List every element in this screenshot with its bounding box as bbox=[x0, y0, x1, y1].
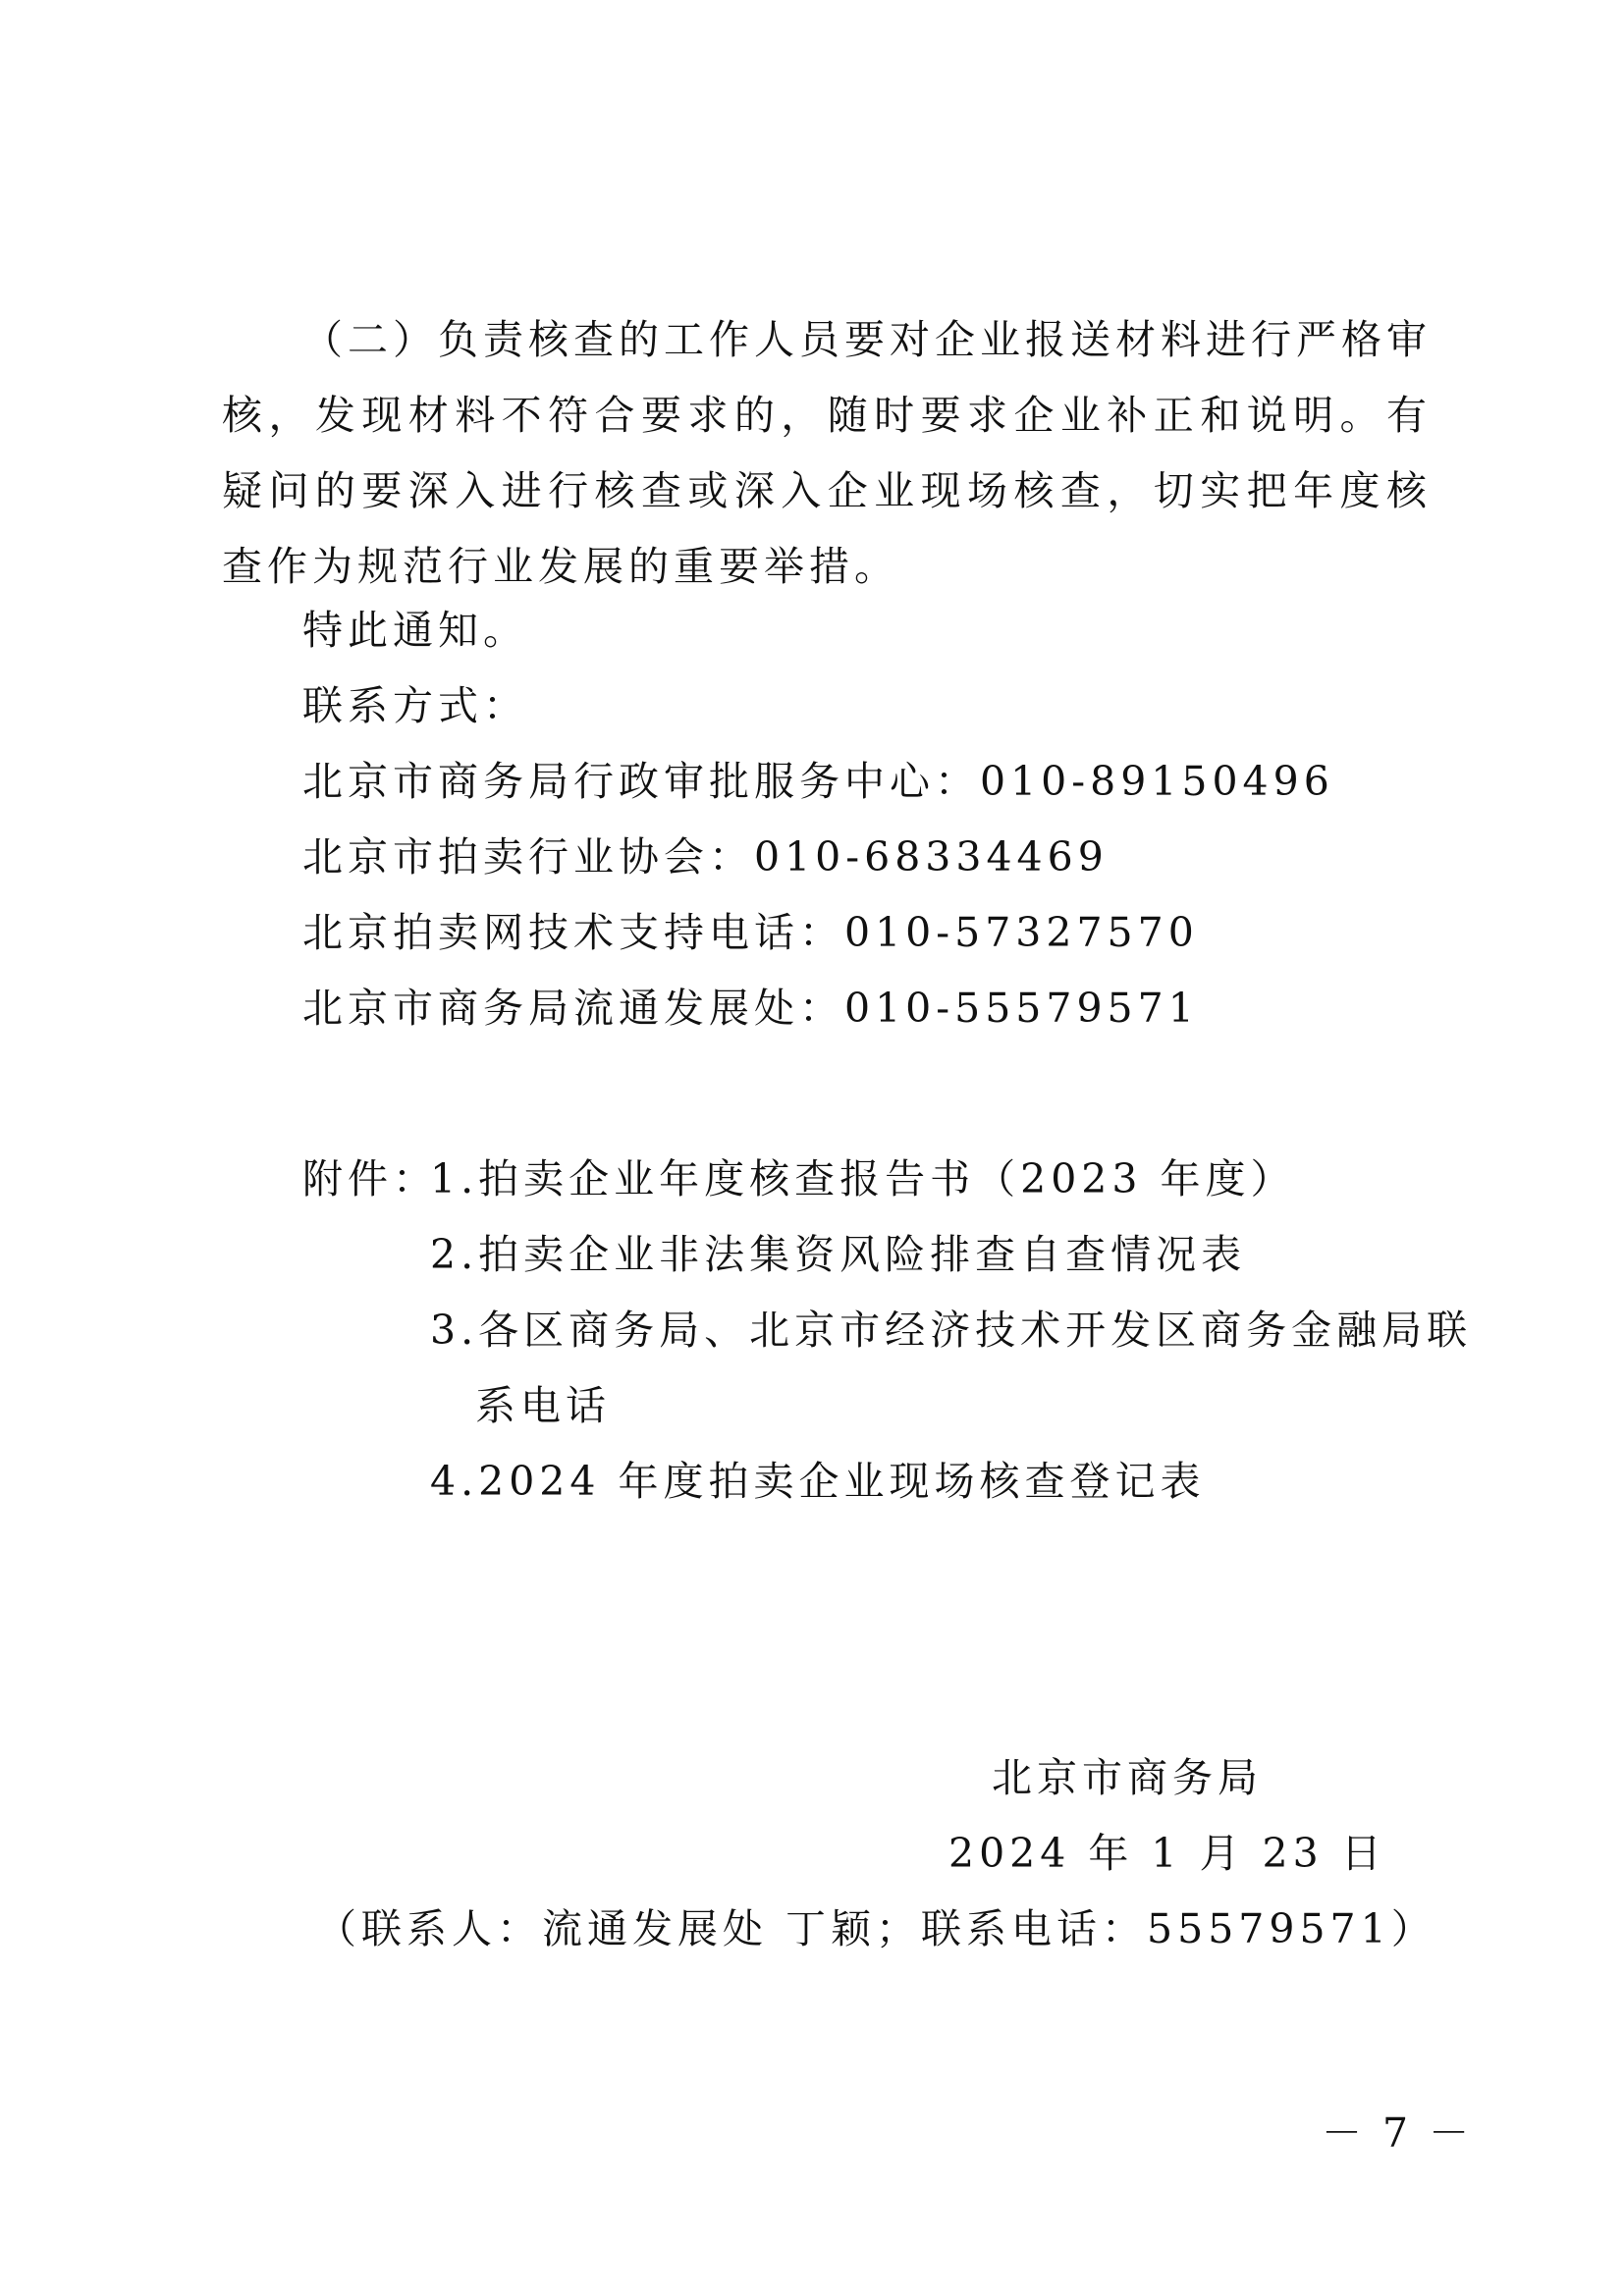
attachments-label: 附件： bbox=[302, 1155, 438, 1202]
notice-closing: 特此通知。 bbox=[302, 607, 528, 654]
body-paragraph-2: （二）负责核查的工作人员要对企业报送材料进行严格审核，发现材料不符合要求的，随时要求企业补正和说明。有疑问的要深入进行核查或深入企业现场核查，切实把年度核查作为规范行业发展的重要举措。 bbox=[222, 316, 1432, 590]
contact-person-note: （联系人：流通发展处 丁颖；联系电话：55579571） bbox=[316, 1905, 1436, 1952]
contact-line: 北京市拍卖行业协会：010-68334469 bbox=[302, 833, 1109, 881]
contact-line: 北京拍卖网技术支持电话：010-57327570 bbox=[302, 909, 1199, 956]
attachment-item: 2.拍卖企业非法集资风险排查自查情况表 bbox=[430, 1231, 1247, 1278]
page-number: － 7 － bbox=[1322, 2109, 1474, 2157]
contact-line: 北京市商务局行政审批服务中心：010-89150496 bbox=[302, 758, 1334, 805]
issuer-name: 北京市商务局 bbox=[992, 1754, 1263, 1801]
attachment-item: 3.各区商务局、北京市经济技术开发区商务金融局联 bbox=[430, 1307, 1473, 1354]
contact-heading: 联系方式： bbox=[302, 682, 528, 729]
attachment-item: 1.拍卖企业年度核查报告书（2023 年度） bbox=[430, 1155, 1296, 1202]
contact-line: 北京市商务局流通发展处：010-55579571 bbox=[302, 985, 1199, 1032]
attachment-item: 4.2024 年度拍卖企业现场核查登记表 bbox=[430, 1458, 1206, 1505]
issue-date: 2024 年 1 月 23 日 bbox=[948, 1830, 1386, 1877]
attachment-item-continued: 系电话 bbox=[475, 1382, 611, 1429]
